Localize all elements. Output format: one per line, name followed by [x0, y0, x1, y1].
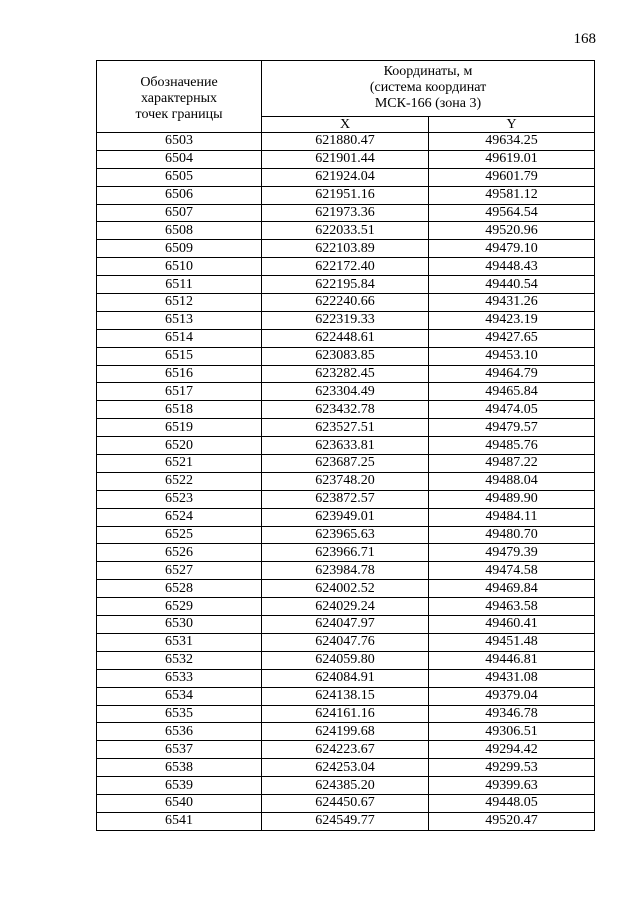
y-coordinate-cell: 49520.47: [429, 812, 595, 830]
table-row: [97, 240, 595, 258]
point-id-cell: 6526: [97, 544, 262, 562]
y-coordinate-cell: 49465.84: [429, 383, 595, 401]
point-id-cell: 6513: [97, 311, 262, 329]
point-id-cell: 6530: [97, 616, 262, 634]
x-coordinate-cell: 624223.67: [262, 741, 429, 759]
point-id-cell: 6524: [97, 508, 262, 526]
table-header: [97, 61, 595, 133]
table-row: [97, 598, 595, 616]
y-coordinate-cell: 49488.04: [429, 472, 595, 490]
x-coordinate-cell: 623527.51: [262, 419, 429, 437]
point-header-line: точек границы: [135, 106, 223, 122]
x-coordinate-cell: 621880.47: [262, 133, 429, 151]
table-row: [97, 616, 595, 634]
coords-header-line: (система координат: [369, 79, 487, 95]
table-row: [97, 741, 595, 759]
table-row: [97, 329, 595, 347]
point-id-cell: 6512: [97, 294, 262, 312]
x-coordinate-cell: 624047.76: [262, 633, 429, 651]
point-id-cell: 6522: [97, 472, 262, 490]
y-coordinate-cell: 49453.10: [429, 347, 595, 365]
x-coordinate-cell: 622319.33: [262, 311, 429, 329]
table-row: [97, 794, 595, 812]
y-coordinate-cell: 49463.58: [429, 598, 595, 616]
x-coordinate-cell: 622033.51: [262, 222, 429, 240]
point-id-cell: 6504: [97, 150, 262, 168]
y-coordinate-cell: 49440.54: [429, 276, 595, 294]
y-coordinate-cell: 49619.01: [429, 150, 595, 168]
point-id-cell: 6507: [97, 204, 262, 222]
x-coordinate-cell: 623687.25: [262, 455, 429, 473]
point-id-cell: 6533: [97, 669, 262, 687]
point-id-cell: 6534: [97, 687, 262, 705]
point-id-cell: 6525: [97, 526, 262, 544]
point-id-cell: 6510: [97, 258, 262, 276]
point-column-header: [97, 61, 262, 133]
y-coordinate-cell: 49601.79: [429, 168, 595, 186]
table-row: [97, 777, 595, 795]
point-id-cell: 6537: [97, 741, 262, 759]
x-coordinate-cell: 623966.71: [262, 544, 429, 562]
point-id-cell: 6516: [97, 365, 262, 383]
x-coordinate-cell: 621951.16: [262, 186, 429, 204]
y-coordinate-cell: 49634.25: [429, 133, 595, 151]
header-row-main: [97, 61, 595, 117]
x-coordinate-cell: 624138.15: [262, 687, 429, 705]
x-coordinate-cell: 621973.36: [262, 204, 429, 222]
x-coordinate-cell: 623282.45: [262, 365, 429, 383]
table-row: [97, 455, 595, 473]
x-coordinate-cell: 623984.78: [262, 562, 429, 580]
y-coordinate-cell: 49520.96: [429, 222, 595, 240]
table-row: [97, 204, 595, 222]
page-number: 168: [573, 31, 596, 47]
point-id-cell: 6503: [97, 133, 262, 151]
table-row: [97, 186, 595, 204]
table-row: [97, 276, 595, 294]
point-id-cell: 6517: [97, 383, 262, 401]
y-coordinate-cell: 49448.43: [429, 258, 595, 276]
point-id-cell: 6508: [97, 222, 262, 240]
y-coordinate-cell: 49474.58: [429, 562, 595, 580]
table-row: [97, 133, 595, 151]
table-row: [97, 222, 595, 240]
x-coordinate-cell: 624385.20: [262, 777, 429, 795]
point-id-cell: 6515: [97, 347, 262, 365]
x-coordinate-cell: 624253.04: [262, 759, 429, 777]
x-column-header: X: [262, 117, 429, 133]
x-coordinate-cell: 623872.57: [262, 490, 429, 508]
point-id-cell: 6536: [97, 723, 262, 741]
table-row: [97, 562, 595, 580]
point-header-line: Обозначение: [140, 74, 218, 90]
y-coordinate-cell: 49431.08: [429, 669, 595, 687]
y-coordinate-cell: 49487.22: [429, 455, 595, 473]
point-id-cell: 6520: [97, 437, 262, 455]
y-coordinate-cell: 49423.19: [429, 311, 595, 329]
point-id-cell: 6514: [97, 329, 262, 347]
point-id-cell: 6529: [97, 598, 262, 616]
y-coordinate-cell: 49479.57: [429, 419, 595, 437]
table-row: [97, 669, 595, 687]
point-id-cell: 6521: [97, 455, 262, 473]
table-row: [97, 472, 595, 490]
table-row: [97, 812, 595, 830]
point-id-cell: 6539: [97, 777, 262, 795]
coords-header-line: Координаты, м: [383, 63, 473, 79]
table-row: [97, 508, 595, 526]
point-header-line: характерных: [140, 90, 218, 106]
y-coordinate-cell: 49294.42: [429, 741, 595, 759]
point-id-cell: 6531: [97, 633, 262, 651]
table-row: [97, 258, 595, 276]
x-coordinate-cell: 623304.49: [262, 383, 429, 401]
y-coordinate-cell: 49469.84: [429, 580, 595, 598]
y-coordinate-cell: 49306.51: [429, 723, 595, 741]
x-coordinate-cell: 622240.66: [262, 294, 429, 312]
y-coordinate-cell: 49451.48: [429, 633, 595, 651]
y-coordinate-cell: 49489.90: [429, 490, 595, 508]
point-id-cell: 6527: [97, 562, 262, 580]
x-coordinate-cell: 624161.16: [262, 705, 429, 723]
table-row: [97, 633, 595, 651]
table-row: [97, 651, 595, 669]
y-coordinate-cell: 49484.11: [429, 508, 595, 526]
table-body: [97, 133, 595, 831]
x-coordinate-cell: 624029.24: [262, 598, 429, 616]
x-coordinate-cell: 624002.52: [262, 580, 429, 598]
y-coordinate-cell: 49448.05: [429, 794, 595, 812]
point-id-cell: 6519: [97, 419, 262, 437]
table-row: [97, 526, 595, 544]
y-coordinate-cell: 49581.12: [429, 186, 595, 204]
table-row: [97, 723, 595, 741]
y-coordinate-cell: 49479.10: [429, 240, 595, 258]
y-coordinate-cell: 49485.76: [429, 437, 595, 455]
coordinates-column-header: [262, 61, 595, 117]
y-coordinate-cell: 49379.04: [429, 687, 595, 705]
point-id-cell: 6518: [97, 401, 262, 419]
x-coordinate-cell: 623965.63: [262, 526, 429, 544]
table-row: [97, 347, 595, 365]
table-row: [97, 401, 595, 419]
y-coordinate-cell: 49299.53: [429, 759, 595, 777]
x-coordinate-cell: 621901.44: [262, 150, 429, 168]
y-coordinate-cell: 49346.78: [429, 705, 595, 723]
point-id-cell: 6541: [97, 812, 262, 830]
table-row: [97, 705, 595, 723]
x-coordinate-cell: 623633.81: [262, 437, 429, 455]
table-row: [97, 168, 595, 186]
y-coordinate-cell: 49399.63: [429, 777, 595, 795]
y-coordinate-cell: 49446.81: [429, 651, 595, 669]
point-id-cell: 6540: [97, 794, 262, 812]
x-coordinate-cell: 624549.77: [262, 812, 429, 830]
x-coordinate-cell: 621924.04: [262, 168, 429, 186]
x-coordinate-cell: 623083.85: [262, 347, 429, 365]
x-coordinate-cell: 624450.67: [262, 794, 429, 812]
table-row: [97, 419, 595, 437]
x-coordinate-cell: 624084.91: [262, 669, 429, 687]
x-coordinate-cell: 623949.01: [262, 508, 429, 526]
y-coordinate-cell: 49474.05: [429, 401, 595, 419]
y-coordinate-cell: 49427.65: [429, 329, 595, 347]
point-id-cell: 6506: [97, 186, 262, 204]
y-coordinate-cell: 49464.79: [429, 365, 595, 383]
table-row: [97, 759, 595, 777]
point-id-cell: 6511: [97, 276, 262, 294]
x-coordinate-cell: 622103.89: [262, 240, 429, 258]
point-id-cell: 6523: [97, 490, 262, 508]
y-coordinate-cell: 49479.39: [429, 544, 595, 562]
x-coordinate-cell: 624199.68: [262, 723, 429, 741]
x-coordinate-cell: 622448.61: [262, 329, 429, 347]
x-coordinate-cell: 622195.84: [262, 276, 429, 294]
x-coordinate-cell: 624059.80: [262, 651, 429, 669]
coords-header-line: МСК-166 (зона 3): [374, 95, 482, 111]
point-id-cell: 6509: [97, 240, 262, 258]
table-row: [97, 294, 595, 312]
point-id-cell: 6528: [97, 580, 262, 598]
x-coordinate-cell: 624047.97: [262, 616, 429, 634]
table-row: [97, 687, 595, 705]
y-column-header: Y: [429, 117, 595, 133]
table-row: [97, 580, 595, 598]
point-id-cell: 6532: [97, 651, 262, 669]
coordinates-table: [96, 60, 595, 831]
x-coordinate-cell: 623432.78: [262, 401, 429, 419]
table-row: [97, 437, 595, 455]
table-row: [97, 383, 595, 401]
point-id-cell: 6538: [97, 759, 262, 777]
y-coordinate-cell: 49480.70: [429, 526, 595, 544]
point-id-cell: 6505: [97, 168, 262, 186]
x-coordinate-cell: 622172.40: [262, 258, 429, 276]
table-row: [97, 150, 595, 168]
x-coordinate-cell: 623748.20: [262, 472, 429, 490]
y-coordinate-cell: 49564.54: [429, 204, 595, 222]
table-row: [97, 544, 595, 562]
table-row: [97, 311, 595, 329]
table-row: [97, 490, 595, 508]
y-coordinate-cell: 49431.26: [429, 294, 595, 312]
table-row: [97, 365, 595, 383]
point-id-cell: 6535: [97, 705, 262, 723]
y-coordinate-cell: 49460.41: [429, 616, 595, 634]
